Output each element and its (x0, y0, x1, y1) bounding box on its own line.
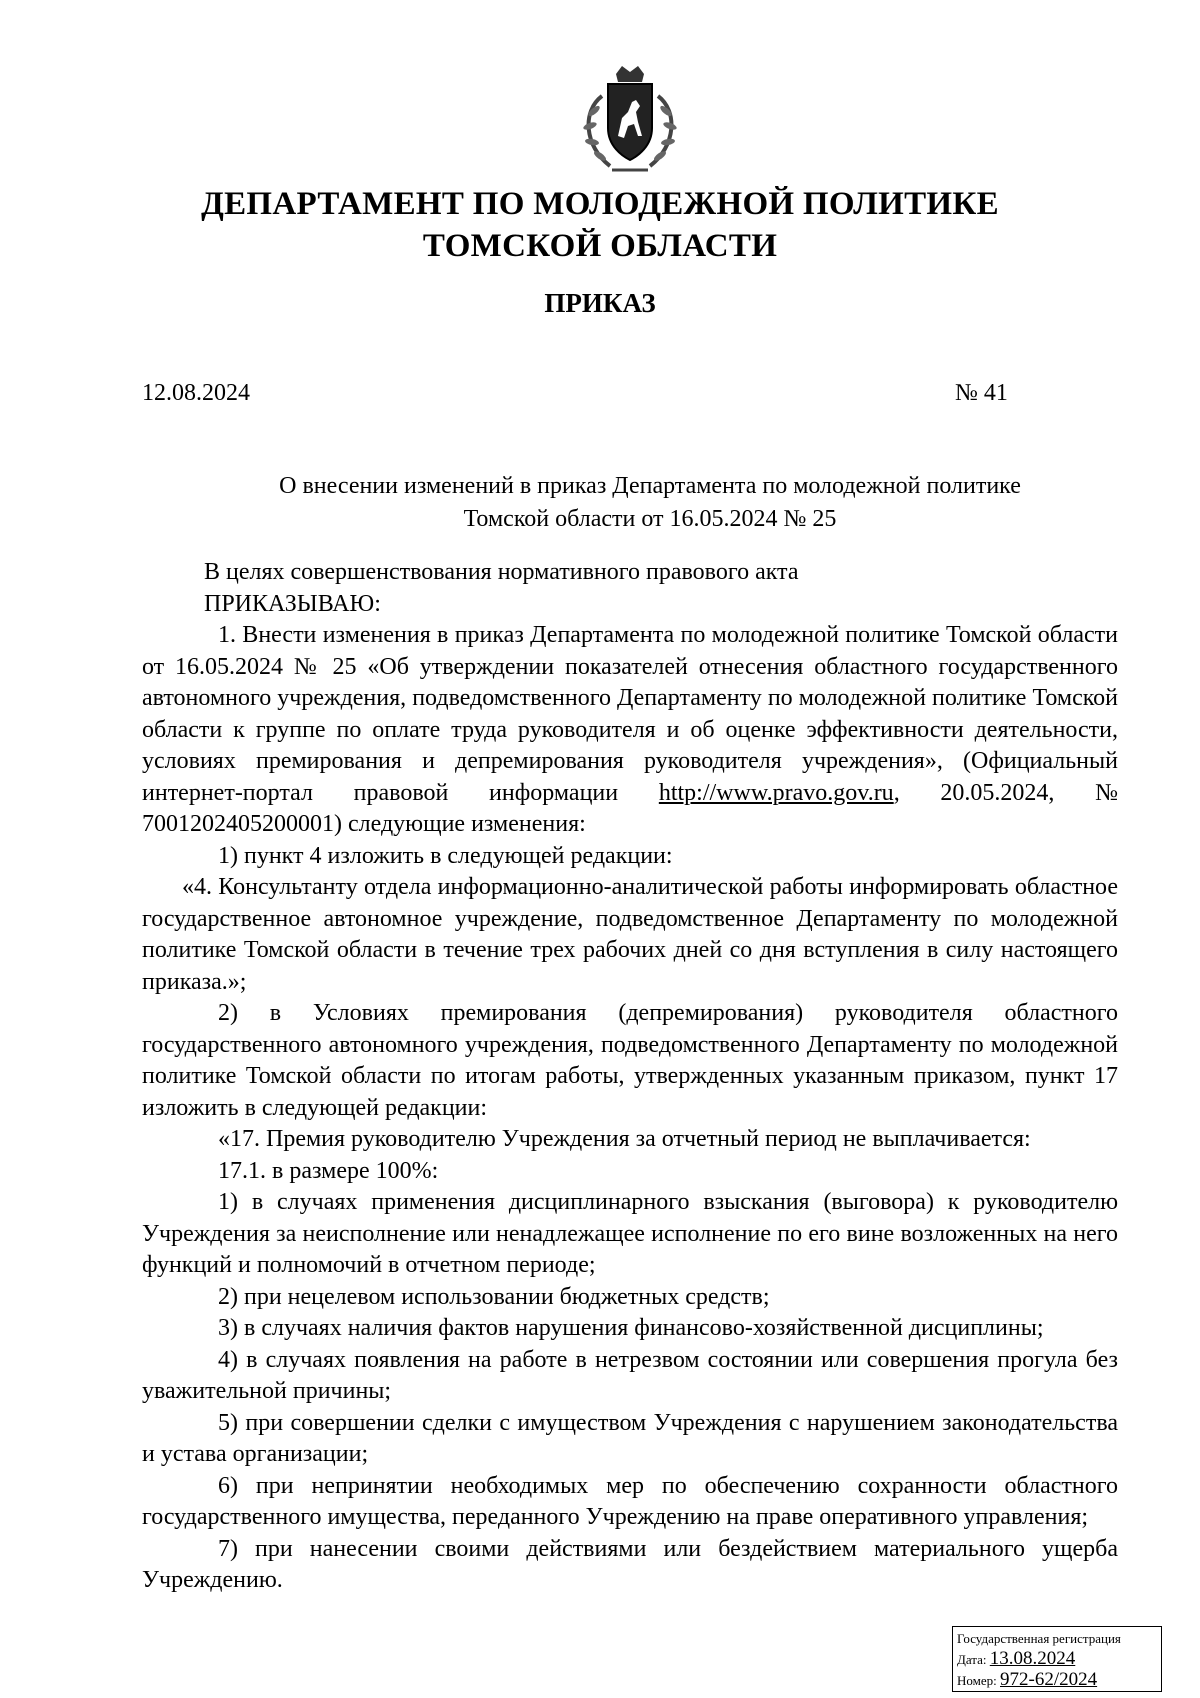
case-5: 5) при совершении сделки с имуществом Учреждения с нарушением законодательства и устава организации; (142, 1409, 1118, 1467)
case-4: 4) в случаях появления на работе в нетрезвом состоянии или совершения прогула без уважительной причины; (142, 1346, 1118, 1404)
registration-date: 13.08.2024 (989, 1648, 1076, 1669)
quote-point-4: «4. Консультанту отдела информационно-аналитической работы информировать областное государственное автономное учреждение, подведомственное Департаменту по молодежной политике Томской области в течение трех рабочих дней со дня вступления в силу настоящего приказа.»; (142, 874, 1118, 995)
department-name-line1: ДЕПАРТАМЕНТ ПО МОЛОДЕЖНОЙ ПОЛИТИКЕ (201, 186, 999, 222)
coat-of-arms-emblem (572, 66, 688, 174)
subitem-2: 2) в Условиях премирования (депремирования) руководителя областного государственного автономного учреждения, подведомственного Департаменту по молодежной политике Томской области по итогам работы, утвержденных указанным приказом, пункт 17 изложить в следующей редакции: (142, 1000, 1118, 1121)
item-1-end: , 20.05.2024, № 7001202405200001) следующие изменения: (142, 779, 1118, 837)
order-subject (230, 470, 1070, 536)
document-type-title: ПРИКАЗ (544, 288, 656, 318)
case-1: 1) в случаях применения дисциплинарного взыскания (выговора) к руководителю Учреждения за неисполнение или ненадлежащее исполнение по его вине возложенных на него функций и полномочий в отчетном периоде; (142, 1189, 1118, 1278)
case-2: 2) при нецелевом использовании бюджетных средств; (218, 1283, 770, 1310)
registration-title: Государственная регистрация (957, 1631, 1121, 1646)
pravo-link[interactable]: http://www.pravo.gov.ru (658, 779, 894, 806)
department-name-line2: ТОМСКОЙ ОБЛАСТИ (422, 228, 778, 264)
case-3: 3) в случаях наличия фактов нарушения финансово-хозяйственной дисциплины; (218, 1315, 1044, 1341)
registration-number: 972-62/2024 (1000, 1669, 1098, 1690)
registration-stamp (952, 1626, 1162, 1692)
case-7: 7) при нанесении своими действиями или бездействием материального ущерба Учреждению. (142, 1535, 1118, 1593)
order-number: № 41 (955, 380, 1008, 406)
preamble: В целях совершенствования нормативного правового акта (204, 559, 799, 585)
registration-date-label: Дата: (957, 1652, 987, 1667)
registration-number-label: Номер: (957, 1673, 997, 1688)
item-1 (142, 620, 1118, 841)
order-word: ПРИКАЗЫВАЮ: (204, 590, 381, 617)
subitem-1: 1) пункт 4 изложить в следующей редакции: (218, 842, 673, 869)
item-1-start: 1. Внести изменения в приказ Департамента по молодежной политике Томской области от 16.05.2024 № 25 «Об утверждении показателей отнесения областного государственного автономного учреждения, подведомственного Департаменту по молодежной политике Томской области к группе по оплате труда руководителя и об оценке эффективности деятельности, условиях премирования и депремирования руководителя учреждения», (Официальный интернет-портал правовой информации (142, 622, 1118, 806)
point-17: «17. Премия руководителю Учреждения за отчетный период не выплачивается: (218, 1126, 1031, 1152)
case-6: 6) при непринятии необходимых мер по обеспечению сохранности областного государственного имущества, переданного Учреждению на праве оперативного управления; (142, 1472, 1118, 1530)
point-17-1: 17.1. в размере 100%: (218, 1157, 439, 1184)
subject-line1: О внесении изменений в приказ Департамента по молодежной политике (279, 473, 1021, 499)
order-date: 12.08.2024 (142, 380, 250, 406)
subject-line2: Томской области от 16.05.2024 № 25 (463, 506, 837, 532)
order-body (142, 557, 1118, 1597)
